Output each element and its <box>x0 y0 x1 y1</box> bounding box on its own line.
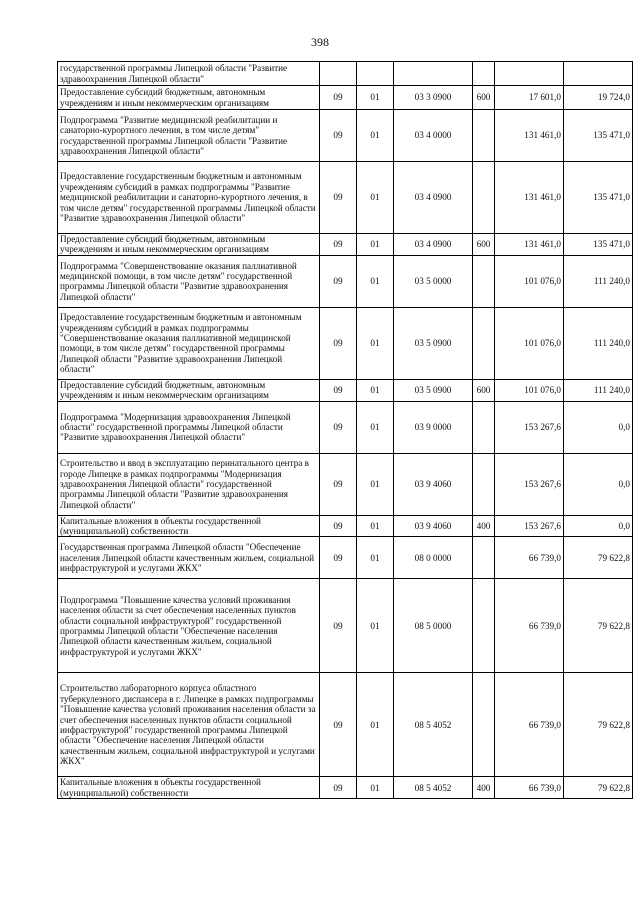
cell-name: Предоставление субсидий бюджетным, автономным учреждениям и иным некоммерческим организациям <box>58 86 320 110</box>
cell-section: 09 <box>320 255 357 307</box>
cell-amount-1: 66 739,0 <box>495 777 564 799</box>
cell-name: Подпрограмма "Совершенствование оказания паллиативной медицинской помощи, в том числе детям" государственной программы Липецкой области "Развитие здравоохранения Липецкой области" <box>58 255 320 307</box>
cell-amount-1: 66 739,0 <box>495 673 564 777</box>
cell-amount-2: 0,0 <box>564 515 633 537</box>
cell-expense-type <box>473 307 495 379</box>
table-row <box>58 110 633 162</box>
cell-target-article: 08 5 4052 <box>394 673 473 777</box>
cell-target-article: 03 9 4060 <box>394 515 473 537</box>
cell-target-article: 03 5 0900 <box>394 379 473 401</box>
cell-amount-1: 101 076,0 <box>495 255 564 307</box>
cell-amount-1 <box>495 62 564 86</box>
cell-subsection: 01 <box>357 110 394 162</box>
cell-section: 09 <box>320 537 357 579</box>
table-row <box>58 401 633 453</box>
cell-target-article: 03 5 0000 <box>394 255 473 307</box>
cell-target-article <box>394 62 473 86</box>
cell-target-article: 03 4 0000 <box>394 110 473 162</box>
cell-name: государственной программы Липецкой области "Развитие здравоохранения Липецкой области" <box>58 62 320 86</box>
cell-name: Подпрограмма "Повышение качества условий проживания населения области за счет обеспечения населенных пунктов области социальной инфраструктурой" государственной программы Липецкой области "Обеспечение населения Липецкой области качественным жильем, социальной инфраструктурой и услугами ЖКХ" <box>58 579 320 673</box>
table-row <box>58 515 633 537</box>
cell-subsection: 01 <box>357 401 394 453</box>
cell-target-article: 08 0 0000 <box>394 537 473 579</box>
cell-name: Строительство лабораторного корпуса областного туберкулезного диспансера в г. Липецке в рамках подпрограммы "Повышение качества условий проживания населения области за счет обеспечения населенных пунктов области социальной инфраструктурой" государственной программы Липецкой области "Обеспечение населения Липецкой области качественным жильем, социальной инфраструктурой и услугами ЖКХ" <box>58 673 320 777</box>
cell-amount-1: 17 601,0 <box>495 86 564 110</box>
cell-amount-2: 79 622,8 <box>564 537 633 579</box>
cell-amount-2 <box>564 62 633 86</box>
table-row <box>58 537 633 579</box>
cell-amount-1: 153 267,6 <box>495 453 564 515</box>
cell-amount-1: 153 267,6 <box>495 515 564 537</box>
cell-expense-type <box>473 537 495 579</box>
cell-amount-1: 131 461,0 <box>495 162 564 234</box>
cell-subsection: 01 <box>357 234 394 256</box>
cell-amount-2: 19 724,0 <box>564 86 633 110</box>
table-body <box>58 62 633 799</box>
cell-amount-2: 79 622,8 <box>564 777 633 799</box>
cell-expense-type <box>473 453 495 515</box>
cell-name: Предоставление государственным бюджетным и автономным учреждениям субсидий в рамках подпрограммы "Развитие медицинской реабилитации и санаторно-курортного лечения, в том числе детям" государственной программы Липецкой области "Развитие здравоохранения Липецкой области" <box>58 162 320 234</box>
table-row <box>58 62 633 86</box>
cell-name: Капитальные вложения в объекты государственной (муниципальной) собственности <box>58 515 320 537</box>
cell-subsection: 01 <box>357 537 394 579</box>
table-row <box>58 307 633 379</box>
cell-amount-1: 131 461,0 <box>495 110 564 162</box>
cell-subsection: 01 <box>357 579 394 673</box>
cell-expense-type <box>473 579 495 673</box>
cell-section: 09 <box>320 401 357 453</box>
cell-name: Предоставление государственным бюджетным и автономным учреждениям субсидий в рамках подпрограммы "Совершенствование оказания паллиативной медицинской помощи, в том числе детям" государственной программы Липецкой области "Развитие здравоохранения Липецкой области" <box>58 307 320 379</box>
table-row <box>58 86 633 110</box>
cell-target-article: 03 9 4060 <box>394 453 473 515</box>
cell-amount-2: 79 622,8 <box>564 673 633 777</box>
cell-expense-type <box>473 255 495 307</box>
cell-target-article: 03 9 0000 <box>394 401 473 453</box>
cell-section: 09 <box>320 110 357 162</box>
table-row <box>58 579 633 673</box>
cell-expense-type <box>473 673 495 777</box>
table-row <box>58 453 633 515</box>
cell-section: 09 <box>320 379 357 401</box>
cell-target-article: 08 5 0000 <box>394 579 473 673</box>
cell-section: 09 <box>320 515 357 537</box>
cell-amount-2: 135 471,0 <box>564 110 633 162</box>
cell-section: 09 <box>320 777 357 799</box>
table-row <box>58 379 633 401</box>
table-row <box>58 255 633 307</box>
cell-amount-2: 79 622,8 <box>564 579 633 673</box>
cell-target-article: 03 3 0900 <box>394 86 473 110</box>
cell-amount-1: 153 267,6 <box>495 401 564 453</box>
cell-subsection: 01 <box>357 777 394 799</box>
cell-name: Предоставление субсидий бюджетным, автономным учреждениям и иным некоммерческим организациям <box>58 379 320 401</box>
cell-section <box>320 62 357 86</box>
cell-name: Строительство и ввод в эксплуатацию перинатального центра в городе Липецке в рамках подпрограммы "Модернизация здравоохранения Липецкой области" государственной программы Липецкой области "Развитие здравоохранения Липецкой области" <box>58 453 320 515</box>
cell-amount-1: 66 739,0 <box>495 579 564 673</box>
cell-section: 09 <box>320 453 357 515</box>
cell-expense-type: 600 <box>473 86 495 110</box>
cell-name: Предоставление субсидий бюджетным, автономным учреждениям и иным некоммерческим организациям <box>58 234 320 256</box>
cell-target-article: 03 4 0900 <box>394 234 473 256</box>
budget-table <box>57 61 633 799</box>
cell-amount-1: 101 076,0 <box>495 379 564 401</box>
cell-amount-2: 0,0 <box>564 453 633 515</box>
cell-amount-2: 0,0 <box>564 401 633 453</box>
cell-section: 09 <box>320 307 357 379</box>
cell-subsection: 01 <box>357 86 394 110</box>
cell-target-article: 08 5 4052 <box>394 777 473 799</box>
cell-expense-type <box>473 401 495 453</box>
cell-subsection <box>357 62 394 86</box>
cell-name: Подпрограмма "Модернизация здравоохранения Липецкой области" государственной программы Липецкой области "Развитие здравоохранения Липецкой области" <box>58 401 320 453</box>
cell-name: Подпрограмма "Развитие медицинской реабилитации и санаторно-курортного лечения, в том числе детям" государственной программы Липецкой области "Развитие здравоохранения Липецкой области" <box>58 110 320 162</box>
page-number: 398 <box>311 35 329 49</box>
cell-expense-type: 400 <box>473 777 495 799</box>
cell-section: 09 <box>320 673 357 777</box>
cell-amount-1: 101 076,0 <box>495 307 564 379</box>
cell-section: 09 <box>320 579 357 673</box>
cell-subsection: 01 <box>357 453 394 515</box>
cell-subsection: 01 <box>357 379 394 401</box>
cell-amount-2: 135 471,0 <box>564 162 633 234</box>
cell-name: Капитальные вложения в объекты государственной (муниципальной) собственности <box>58 777 320 799</box>
cell-amount-2: 111 240,0 <box>564 255 633 307</box>
cell-expense-type <box>473 62 495 86</box>
cell-expense-type <box>473 162 495 234</box>
cell-subsection: 01 <box>357 307 394 379</box>
cell-amount-2: 111 240,0 <box>564 307 633 379</box>
cell-section: 09 <box>320 162 357 234</box>
cell-name: Государственная программа Липецкой области "Обеспечение населения Липецкой области качественным жильем, социальной инфраструктурой и услугами ЖКХ" <box>58 537 320 579</box>
cell-amount-2: 135 471,0 <box>564 234 633 256</box>
table-row <box>58 673 633 777</box>
table-row <box>58 777 633 799</box>
cell-subsection: 01 <box>357 255 394 307</box>
cell-target-article: 03 5 0900 <box>394 307 473 379</box>
cell-section: 09 <box>320 86 357 110</box>
cell-expense-type: 400 <box>473 515 495 537</box>
cell-subsection: 01 <box>357 162 394 234</box>
cell-expense-type <box>473 110 495 162</box>
table-row <box>58 234 633 256</box>
cell-amount-1: 131 461,0 <box>495 234 564 256</box>
cell-target-article: 03 4 0900 <box>394 162 473 234</box>
cell-subsection: 01 <box>357 515 394 537</box>
cell-expense-type: 600 <box>473 234 495 256</box>
cell-expense-type: 600 <box>473 379 495 401</box>
cell-amount-1: 66 739,0 <box>495 537 564 579</box>
table-row <box>58 162 633 234</box>
cell-section: 09 <box>320 234 357 256</box>
cell-amount-2: 111 240,0 <box>564 379 633 401</box>
cell-subsection: 01 <box>357 673 394 777</box>
